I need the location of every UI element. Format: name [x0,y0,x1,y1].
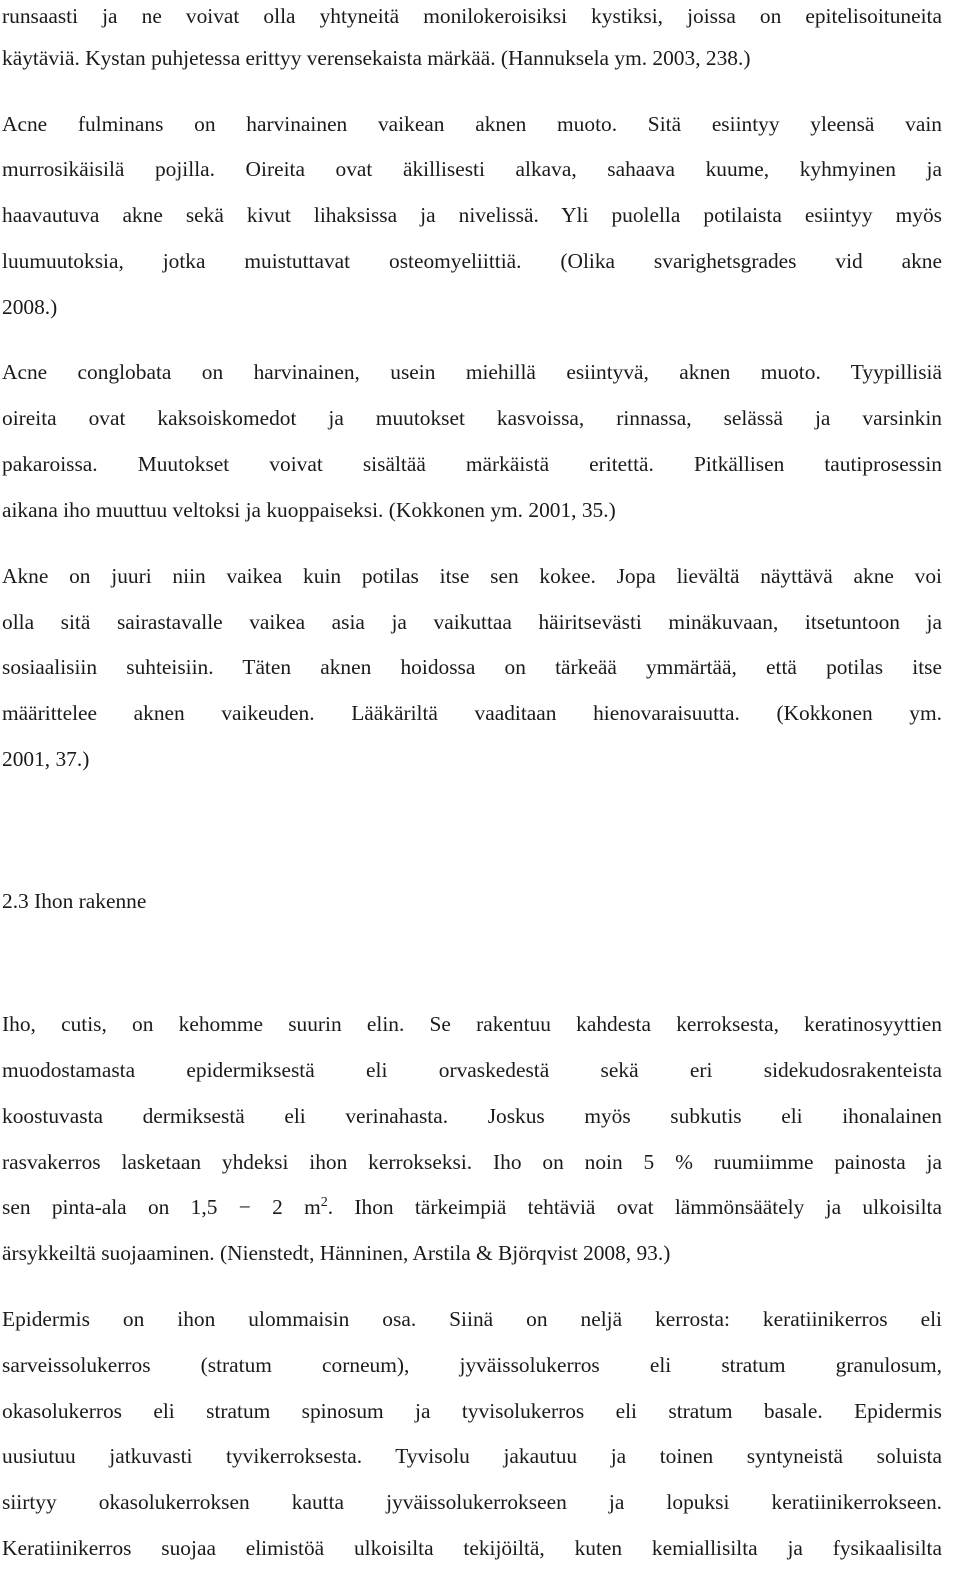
text-line: koostuvasta dermiksestä eli verinahasta. Joskus myös subkutis eli ihonalainen [2,1104,942,1128]
text-line: määrittelee aknen vaikeuden. Lääkäriltä vaaditaan hienovaraisuutta. (Kokkonen ym. [2,701,942,725]
text-line: 2008.) [2,295,58,319]
text-line: sarveissolukerros (stratum corneum), jyväissolukerros eli stratum granulosum, [2,1353,942,1377]
section-heading: 2.3 Ihon rakenne [2,889,147,913]
text-line: Iho, cutis, on kehomme suurin elin. Se rakentuu kahdesta kerroksesta, keratinosyyttien [2,1012,942,1036]
text-line: oireita ovat kaksoiskomedot ja muutokset kasvoissa, rinnassa, selässä ja varsinkin [2,406,942,430]
text-line: 2001, 37.) [2,747,90,771]
text-line: Acne fulminans on harvinainen vaikean aknen muoto. Sitä esiintyy yleensä vain [2,112,942,136]
text-line: pakaroissa. Muutokset voivat sisältää märkäistä eritettä. Pitkällisen tautiprosessin [2,452,942,476]
text-line: siirtyy okasolukerroksen kautta jyväissolukerrokseen ja lopuksi keratiinikerrokseen. [2,1490,942,1514]
text-line: Acne conglobata on harvinainen, usein miehillä esiintyvä, aknen muoto. Tyypillisiä [2,360,942,384]
text-line: okasolukerros eli stratum spinosum ja tyvisolukerros eli stratum basale. Epidermis [2,1399,942,1423]
text-line: runsaasti ja ne voivat olla yhtyneitä monilokeroisiksi kystiksi, joissa on epitelisoituneita [2,4,942,28]
text-line: murrosikäisilä pojilla. Oireita ovat äkillisesti alkava, sahaava kuume, kyhmyinen ja [2,157,942,181]
text-line: uusiutuu jatkuvasti tyvikerroksesta. Tyvisolu jakautuu ja toinen syntyneistä soluista [2,1444,942,1468]
text-line: Epidermis on ihon ulommaisin osa. Siinä on neljä kerrosta: keratiinikerros eli [2,1307,942,1331]
superscript: 2 [320,1195,328,1210]
text-line: luumuutoksia, jotka muistuttavat osteomyeliittiä. (Olika svarighetsgrades vid akne [2,249,942,273]
text-line: aikana iho muuttuu veltoksi ja kuoppaiseksi. (Kokkonen ym. 2001, 35.) [2,498,616,522]
text-line [2,1191,942,1223]
text-line: sosiaalisiin suhteisiin. Täten aknen hoidossa on tärkeää ymmärtää, että potilas itse [2,655,942,679]
text-line: rasvakerros lasketaan yhdeksi ihon kerrokseksi. Iho on noin 5 % ruumiimme painosta ja [2,1150,942,1174]
text-line: käytäviä. Kystan puhjetessa erittyy verensekaista märkää. (Hannuksela ym. 2003, 238.) [2,46,751,70]
text-line: olla sitä sairastavalle vaikea asia ja vaikuttaa häiritsevästi minäkuvaan, itsetuntoon ja [2,610,942,634]
text-span: . Ihon tärkeimpiä tehtäviä ovat lämmönsäätely ja ulkoisilta [327,1195,942,1219]
text-line: haavautuva akne sekä kivut lihaksissa ja nivelissä. Yli puolella potilaista esiintyy myös [2,203,942,227]
text-line: Akne on juuri niin vaikea kuin potilas itse sen kokee. Jopa lievältä näyttävä akne voi [2,564,942,588]
text-line: muodostamasta epidermiksestä eli orvaskedestä sekä eri sidekudosrakenteista [2,1058,942,1082]
text-line: Keratiinikerros suojaa elimistöä ulkoisilta tekijöiltä, kuten kemiallisilta ja fysikaalisilta [2,1536,942,1560]
text-line: ärsykkeiltä suojaaminen. (Nienstedt, Hänninen, Arstila & Björqvist 2008, 93.) [2,1241,671,1265]
text-span: sen pinta-ala on 1,5 − 2 m [2,1195,321,1219]
